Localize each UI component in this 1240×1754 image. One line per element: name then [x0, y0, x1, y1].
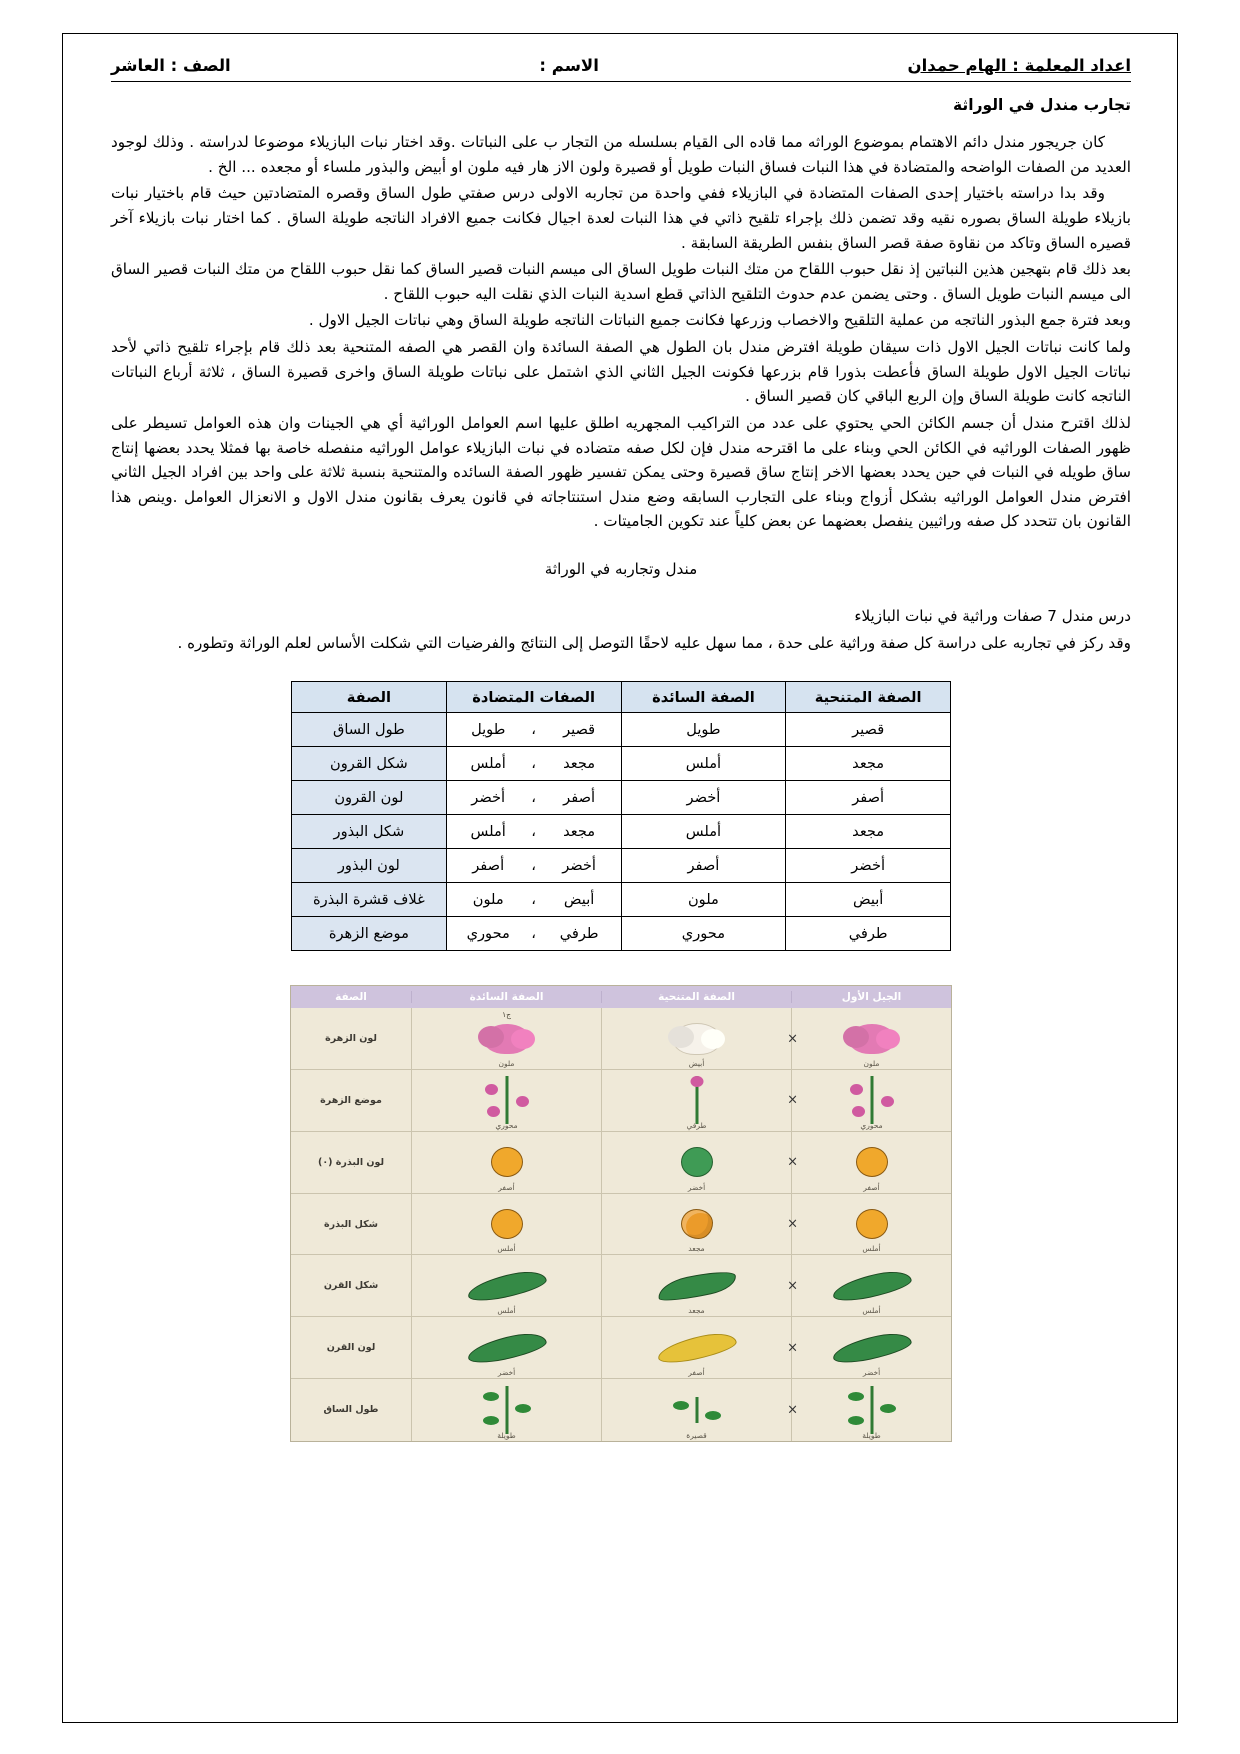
cell-dominant: طويل [621, 713, 786, 747]
cell-trait: لون القرون [292, 781, 447, 815]
cross-symbol: × [787, 1031, 798, 1047]
figure-dominant-label: أملس [497, 1244, 516, 1254]
contrast-value-b: مجعد [563, 755, 596, 773]
paragraph-2: وقد بدا دراسته باختيار إحدى الصفات المتضادة في البازيلاء ففي واحدة من تجاربه الاولى درس صفتي طول الساق وقصره المتضادتين حيث قام باختيار نبات بازيلاء طويلة الساق بصوره نقيه وقد تضمن ذلك بإجراء تلقيح ذاتي في هذا النبات لعدة اجيال فكانت جميع الافراد الناتجه طويلة الساق . كما اختار نبات بازيلاء آخر قصيره الساق وتاكد من نقاوة صفة قصر الساق بنفس الطريقة السابقة . [111, 184, 1131, 252]
summary-block [111, 604, 1131, 655]
axial-plant-icon [479, 1076, 535, 1124]
figure-cell-recessive [601, 1317, 798, 1378]
figure-f1-label: أصفر [863, 1182, 880, 1192]
contrast-separator: ، [531, 755, 537, 773]
figure-recessive-label: مجعد [688, 1244, 705, 1254]
paragraph-3: بعد ذلك قام بتهجين هذين النباتين إذ نقل حبوب اللقاح من متك النبات طويل الساق الى ميسم النبات قصير الساق كما نقل حبوب اللقاح من متك النبات قصير الساق الى ميسم النبات طويل الساق . وحتى يضمن عدم حدوث التلقيح الذاتي قطع اسدية النبات الذي نقلت اليه حبوب اللقاح . [111, 260, 1131, 303]
figure-cell-dominant [411, 1070, 601, 1131]
figure-cell-dominant [411, 1132, 601, 1193]
figure-f1-label: أملس [862, 1306, 881, 1316]
contrast-value-b: أبيض [563, 891, 595, 909]
short-plant-icon [671, 1397, 723, 1423]
cell-dominant: أخضر [621, 781, 786, 815]
traits-table-wrapper [291, 681, 951, 951]
contrast-value-a: ملون [472, 891, 504, 909]
cell-trait: موضع الزهرة [292, 917, 447, 951]
figure-cell-recessive [601, 1070, 798, 1131]
figure-row [291, 1317, 951, 1379]
table-row [292, 849, 951, 883]
figure-cell-trait: طول الساق [323, 1404, 379, 1416]
figure-recessive-label: طرفي [686, 1120, 707, 1130]
seed-icon [856, 1147, 888, 1177]
contrast-value-a: أصفر [472, 857, 505, 875]
cell-recessive: مجعد [786, 747, 951, 781]
figure-dominant-label: محوري [495, 1120, 518, 1130]
cross-symbol: × [787, 1154, 798, 1170]
contrast-separator: ، [531, 721, 537, 739]
wrinkled-seed-icon [681, 1209, 713, 1239]
figure-cell-dominant [411, 1194, 601, 1255]
contrast-value-b: أخضر [562, 857, 596, 875]
cell-recessive: طرفي [786, 917, 951, 951]
cell-dominant: ملون [621, 883, 786, 917]
table-row [292, 781, 951, 815]
col-header-trait: الصفة [292, 682, 447, 713]
figure-cell-trait: لون القرن [326, 1342, 376, 1354]
contrast-value-b: أصفر [563, 789, 596, 807]
figure-recessive-label: مجعد [688, 1306, 705, 1316]
figure-cell-trait: لون البذرة (٠) [318, 1156, 385, 1168]
figure-col-dominant: الصفة السائدة [411, 991, 601, 1003]
figure-cell-recessive [601, 1194, 798, 1255]
cell-dominant: أصفر [621, 849, 786, 883]
contrast-separator: ، [531, 891, 537, 909]
tall-plant-icon [846, 1386, 898, 1434]
page-content [111, 56, 1131, 1442]
table-header-row [292, 682, 951, 713]
cross-symbol: × [787, 1092, 798, 1108]
figure-cell-f1 [791, 1132, 951, 1193]
summary-paragraph-2: وقد ركز في تجاربه على دراسة كل صفة وراثية على حدة ، مما سهل عليه لاحقًا التوصل إلى النتائج والفرضيات التي شكلت الأساس لعلم الوراثة وتطوره . [177, 633, 1131, 652]
seed-icon [856, 1209, 888, 1239]
figure-recessive-label: قصيرة [686, 1430, 707, 1440]
figure-col-recessive: الصفة المتنحية [601, 991, 791, 1003]
pod-icon [830, 1267, 913, 1305]
table-row [292, 713, 951, 747]
seed-icon [491, 1209, 523, 1239]
cell-contrast [446, 713, 621, 747]
figure-cell-dominant [411, 1379, 601, 1441]
figure-cell-f1 [791, 1317, 951, 1378]
figure-f1-label: أخضر [862, 1368, 881, 1378]
figure-dominant-label: أخضر [497, 1368, 516, 1378]
figure-f1-label: ملون [863, 1059, 880, 1069]
contrast-value-a: محوري [466, 925, 510, 943]
cell-contrast [446, 815, 621, 849]
figure-dominant-label: طويلة [497, 1430, 516, 1440]
pod-icon [465, 1267, 548, 1305]
seed-icon [681, 1147, 713, 1177]
figure-row [291, 1255, 951, 1317]
cell-dominant: محوري [621, 917, 786, 951]
header-divider [111, 81, 1131, 82]
contrast-value-a: طويل [471, 721, 506, 739]
figure-cell-trait: لون الزهرة [325, 1033, 377, 1045]
figure-row [291, 1379, 951, 1441]
col-header-contrast: الصفات المتضادة [446, 682, 621, 713]
contrast-value-b: طرفي [559, 925, 599, 943]
cell-contrast [446, 917, 621, 951]
figure-cell-recessive [601, 1379, 798, 1441]
cross-symbol: × [787, 1278, 798, 1294]
figure-cell-f1 [791, 1194, 951, 1255]
contrast-value-b: قصير [563, 721, 596, 739]
flower-icon [484, 1024, 530, 1054]
figure-recessive-label: أبيض [688, 1059, 705, 1069]
col-header-dominant: الصفة السائدة [621, 682, 786, 713]
cell-recessive: أصفر [786, 781, 951, 815]
figure-cell-trait: شكل البذرة [324, 1218, 378, 1230]
figure-dominant-label: ملون [498, 1059, 515, 1069]
flower-icon [849, 1024, 895, 1054]
f1-note: ج١ [502, 1010, 511, 1020]
figure-row [291, 1008, 951, 1070]
figure-dominant-label: أصفر [498, 1182, 515, 1192]
cell-dominant: أملس [621, 747, 786, 781]
cross-symbol: × [787, 1340, 798, 1356]
paragraph-5: ولما كانت نباتات الجيل الاول ذات سيقان طويلة افترض مندل بان الطول هي الصفة السائدة وان القصر هي الصفه المتنحية بعد ذلك قام بإجراء تلقيح ذاتي لأحد نباتات الجيل الاول طويلة الساق فأعطت بذورا قام بزرعها فكونت الجيل الثاني الذي اشتمل على نباتات طويلة الساق واخرى قصيرة الساق ، ثلاثة أرباع النباتات الناتجه كانت طويلة الساق وإن الربع الباقي كان قصير الساق . [111, 338, 1131, 406]
figure-header-row [291, 986, 951, 1008]
figure-recessive-label: أخضر [687, 1182, 706, 1192]
cell-contrast [446, 849, 621, 883]
figure-cell-f1 [791, 1379, 951, 1441]
cross-symbol: × [787, 1402, 798, 1418]
contrast-separator: ، [531, 823, 537, 841]
figure-cell-dominant [411, 1317, 601, 1378]
pod-icon [465, 1329, 548, 1367]
figure-recessive-label: أصفر [688, 1368, 705, 1378]
table-row [292, 815, 951, 849]
pod-icon [830, 1329, 913, 1367]
document-title: تجارب مندل في الوراثة [953, 96, 1131, 114]
contrast-separator: ، [531, 925, 537, 943]
header-teacher: اعداد المعلمة : الهام حمدان [907, 56, 1131, 75]
figure-cell-f1 [791, 1070, 951, 1131]
figure-cell-recessive [601, 1132, 798, 1193]
cell-trait: طول الساق [292, 713, 447, 747]
contrast-separator: ، [531, 857, 537, 875]
contrast-value-a: أملس [470, 755, 506, 773]
page-header [111, 56, 1131, 81]
figure-cell-trait: شكل القرن [323, 1280, 379, 1292]
figure-cell-trait: موضع الزهرة [320, 1094, 382, 1106]
contrast-value-b: مجعد [563, 823, 596, 841]
axial-plant-icon [844, 1076, 900, 1124]
figure-col-trait: الصفة [335, 991, 367, 1004]
seed-icon [491, 1147, 523, 1177]
figure-cell-f1 [791, 1008, 951, 1069]
paragraph-6: لذلك اقترح مندل أن جسم الكائن الحي يحتوي على عدد من التراكيب المجهريه اطلق عليها اسم العوامل الوراثية أي هي الجينات وان هذه العوامل تسيطر على ظهور الصفات الوراثيه في الكائن الحي وبناء على ما اقترحه مندل فإن لكل صفه متضاده في نبات البازيلاء عوامل الوراثيه منفصله خاصة بها فمثلا يحدد بعضها إنتاج ساق طويله في النبات في حين يحدد بعضها الاخر إنتاج ساق قصيرة وحتى يمكن تفسير ظهور الصفة السائده والمتنحية بنسبة ثلاثة على واحد بين افراد الجيل الثاني افترض مندل العوامل الوراثيه بشكل أزواج وبناء على التجارب السابقه وضع مندل استنتاجاته في قانون يعرف بقانون مندل الاول و الانعزال العوامل .وينص هذا القانون بان تتحدد كل صفه وراثيين ينفصل بعضهما عن بعض كلياً عند تكوين الجاميتات . [111, 413, 1131, 531]
figure-cell-recessive [601, 1008, 798, 1069]
table-row [292, 747, 951, 781]
figure-cell-dominant [411, 1255, 601, 1316]
table-row [292, 883, 951, 917]
figure-dominant-label: أملس [497, 1306, 516, 1316]
figure-col-f1: الجيل الأول [791, 991, 951, 1003]
figure-cell-f1 [791, 1255, 951, 1316]
cell-recessive: قصير [786, 713, 951, 747]
figure-row [291, 1070, 951, 1132]
header-grade: الصف : العاشر [111, 56, 231, 75]
wrinkled-pod-icon [655, 1267, 738, 1305]
traits-table [291, 681, 951, 951]
cell-contrast [446, 883, 621, 917]
terminal-plant-icon [669, 1076, 725, 1124]
section-subtitle: مندل وتجاربه في الوراثة [544, 560, 698, 578]
figure-row [291, 1194, 951, 1256]
tall-plant-icon [481, 1386, 533, 1434]
figure-f1-label: محوري [860, 1120, 883, 1130]
figure-f1-label: طويلة [862, 1430, 881, 1440]
contrast-separator: ، [531, 789, 537, 807]
cell-recessive: مجعد [786, 815, 951, 849]
cell-contrast [446, 781, 621, 815]
figure-f1-label: أملس [862, 1244, 881, 1254]
yellow-pod-icon [655, 1329, 738, 1367]
flower-icon [673, 1023, 721, 1055]
pea-traits-figure [290, 985, 952, 1442]
contrast-value-a: أخضر [471, 789, 506, 807]
cross-symbol: × [787, 1216, 798, 1232]
cell-contrast [446, 747, 621, 781]
contrast-value-a: أملس [470, 823, 506, 841]
figure-cell-recessive [601, 1255, 798, 1316]
cell-dominant: أملس [621, 815, 786, 849]
cell-trait: لون البذور [292, 849, 447, 883]
cell-recessive: أخضر [786, 849, 951, 883]
col-header-recessive: الصفة المتنحية [786, 682, 951, 713]
summary-paragraph-1: درس مندل 7 صفات وراثية في نبات البازيلاء [854, 607, 1131, 625]
header-student-name: الاسم : [539, 56, 599, 75]
paragraph-4: وبعد فترة جمع البذور الناتجه من عملية التلقيح والاخصاب وزرعها فكانت جميع النباتات الناتجه طويلة الساق وهي نباتات الجيل الاول . [308, 311, 1131, 330]
cell-trait: شكل البذور [292, 815, 447, 849]
cell-trait: شكل القرون [292, 747, 447, 781]
paragraph-1: كان جريجور مندل دائم الاهتمام بموضوع الوراثه مما قاده الى القيام بسلسله من التجار ب على النباتات .وقد اختار نبات البازيلاء موضوعا لدراسته . وذلك لوجود العديد من الصفات الواضحه والمتضادة في هذا النبات فساق النبات طويل أو قصيرة ولون الاز هار فيه ملون او أبيض والبذور ملساء أو مجعده ... الخ . [111, 133, 1131, 176]
figure-cell-dominant [411, 1008, 601, 1069]
cell-trait: غلاف قشرة البذرة [292, 883, 447, 917]
document-page [62, 33, 1178, 1723]
figure-row [291, 1132, 951, 1194]
table-row [292, 917, 951, 951]
cell-recessive: أبيض [786, 883, 951, 917]
figure-body [291, 1008, 951, 1441]
